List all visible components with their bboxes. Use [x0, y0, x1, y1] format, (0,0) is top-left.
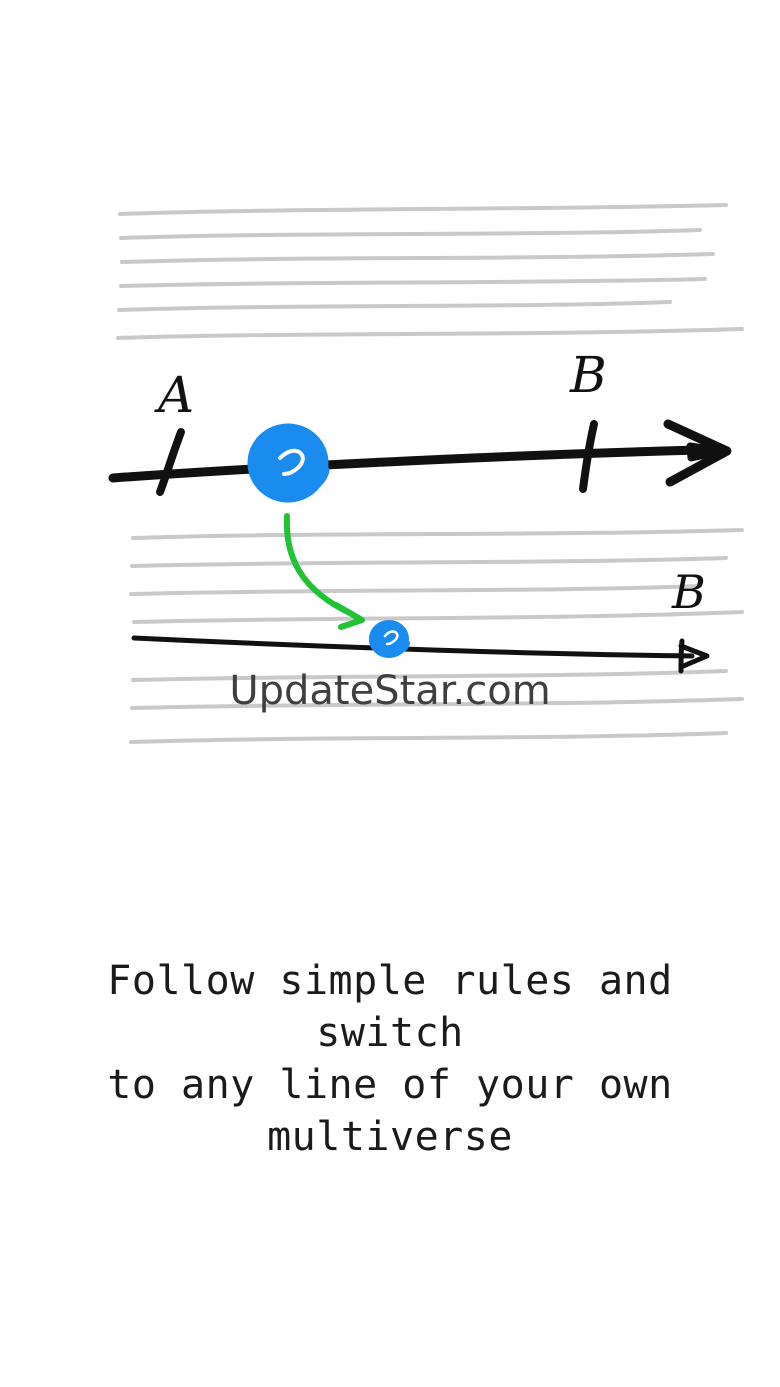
label-point-b-top: B	[570, 346, 607, 404]
caption	[40, 955, 740, 1163]
current-position-marker[interactable]	[250, 426, 326, 500]
top-timeline	[113, 424, 727, 482]
background-strokes-top	[118, 205, 742, 338]
caption-line-3: multiverse	[267, 1114, 513, 1160]
target-position-marker[interactable]	[370, 621, 408, 657]
tick-a	[160, 432, 181, 492]
caption-line-1: Follow simple rules and switch	[107, 958, 673, 1056]
caption-line-2: to any line of your own	[107, 1062, 673, 1108]
watermark: UpdateStar.com	[229, 668, 551, 714]
label-point-b-bottom: B	[672, 565, 706, 619]
bottom-timeline	[134, 638, 707, 671]
label-point-a: A	[158, 366, 195, 424]
